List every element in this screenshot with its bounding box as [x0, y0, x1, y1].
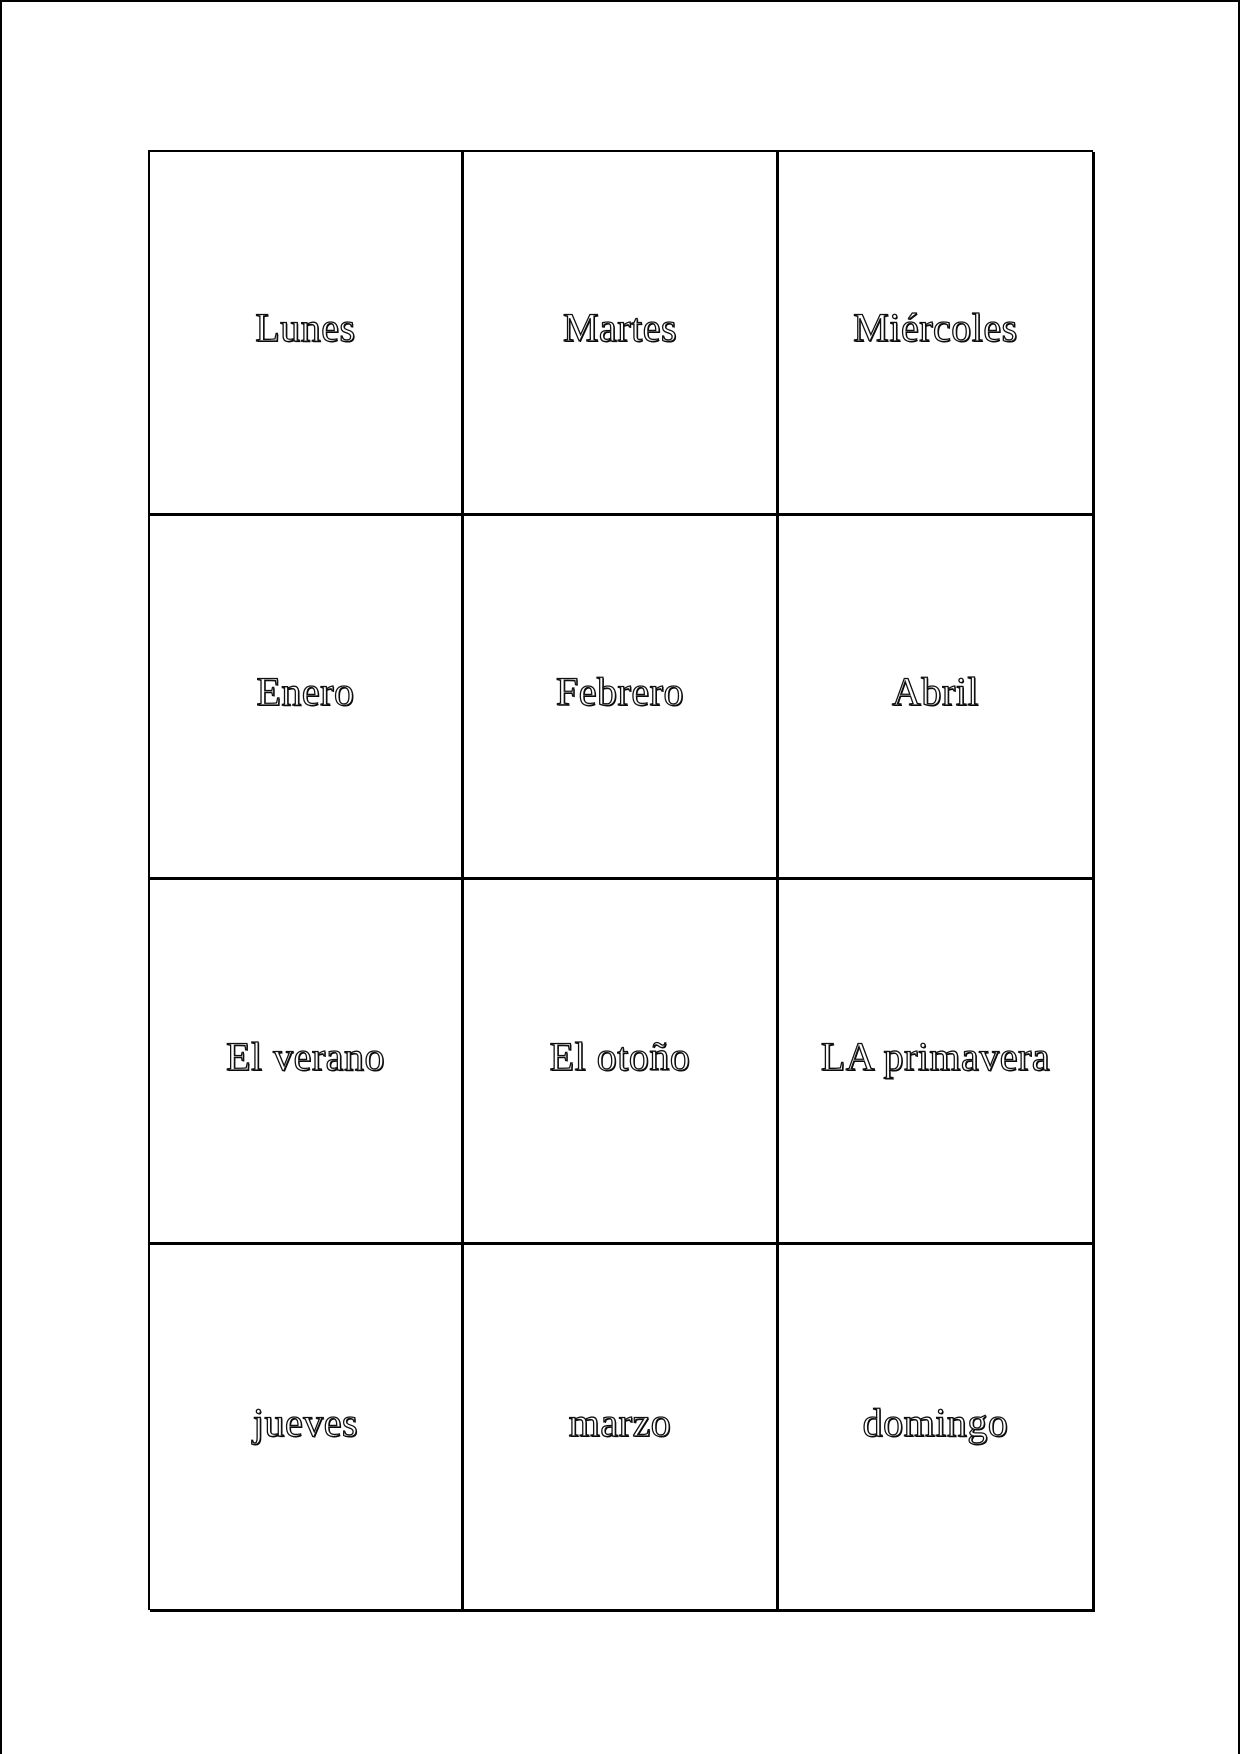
card-word: Lunes [255, 305, 356, 350]
card-word: marzo [568, 1399, 672, 1445]
card-enero [150, 516, 464, 880]
card-abril [779, 516, 1095, 880]
card-word: Febrero [556, 669, 684, 714]
card-febrero [464, 516, 779, 880]
card-word: domingo [862, 1399, 1009, 1445]
card-el-otono [464, 880, 779, 1245]
card-word: El verano [226, 1033, 385, 1079]
card-grid [148, 150, 1093, 1610]
card-word: Enero [256, 669, 355, 714]
card-word: Abril [892, 669, 979, 714]
card-word: jueves [252, 1399, 359, 1445]
card-miercoles [779, 152, 1095, 516]
card-jueves [150, 1245, 464, 1612]
card-lunes [150, 152, 464, 516]
card-martes [464, 152, 779, 516]
card-domingo [779, 1245, 1095, 1612]
card-el-verano [150, 880, 464, 1245]
card-la-primavera [779, 880, 1095, 1245]
card-word: Martes [562, 305, 678, 350]
card-word: Miércoles [853, 305, 1018, 350]
card-word: LA primavera [820, 1033, 1051, 1079]
card-marzo [464, 1245, 779, 1612]
card-word: El otoño [549, 1033, 691, 1079]
